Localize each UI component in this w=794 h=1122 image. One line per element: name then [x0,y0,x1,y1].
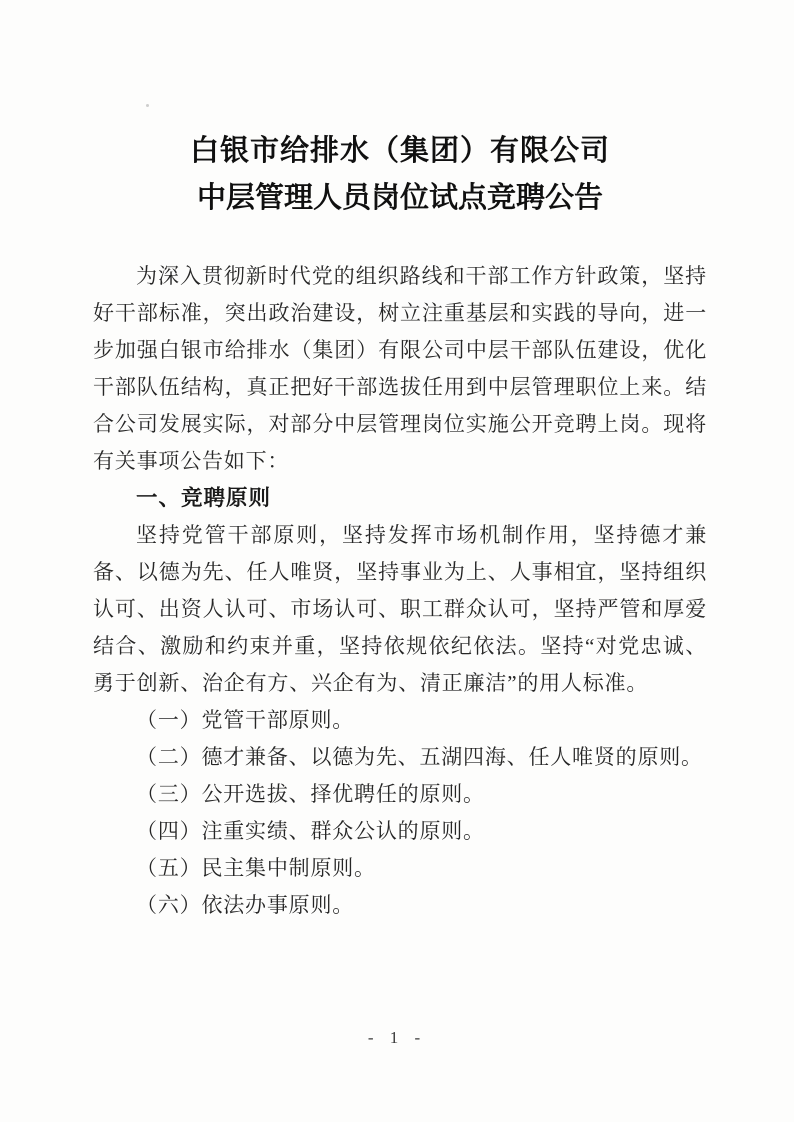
scan-artifact-speck [146,104,149,107]
document-body [93,258,707,924]
section-body-paragraph: 坚持党管干部原则，坚持发挥市场机制作用，坚持德才兼备、以德为先、任人唯贤，坚持事业为上、人事相宜，坚持组织认可、出资人认可、市场认可、职工群众认可，坚持严管和厚爱结合、激励和约束并重，坚持依规依纪依法。坚持“对党忠诚、勇于创新、治企有方、兴企有为、清正廉洁”的用人标准。 [93,523,707,695]
principle-item-3: （三）公开选拔、择优聘任的原则。 [136,782,485,806]
intro-paragraph: 为深入贯彻新时代党的组织路线和干部工作方针政策，坚持好干部标准，突出政治建设，树立注重基层和实践的导向，进一步加强白银市给排水（集团）有限公司中层干部队伍建设，优化干部队伍结构，真正把好干部选拔任用到中层管理职位上来。结合公司发展实际，对部分中层管理岗位实施公开竞聘上岗。现将有关事项公告如下： [93,264,707,473]
principle-item-2: （二）德才兼备、以德为先、五湖四海、任人唯贤的原则。 [136,745,703,769]
document-content [93,128,707,924]
principle-item-1: （一）党管干部原则。 [136,708,355,732]
document-title-line-1: 白银市给排水（集团）有限公司 [189,135,610,167]
principle-item-6: （六）依法办事原则。 [136,893,355,917]
section-heading-competition-principles: 一、竞聘原则 [136,486,272,510]
document-title-line-2: 中层管理人员岗位试点竞聘公告 [196,182,603,214]
principle-item-4: （四）注重实绩、群众公认的原则。 [136,819,485,843]
principle-item-5: （五）民主集中制原则。 [136,856,376,880]
page-number: - 1 - [367,1028,427,1047]
